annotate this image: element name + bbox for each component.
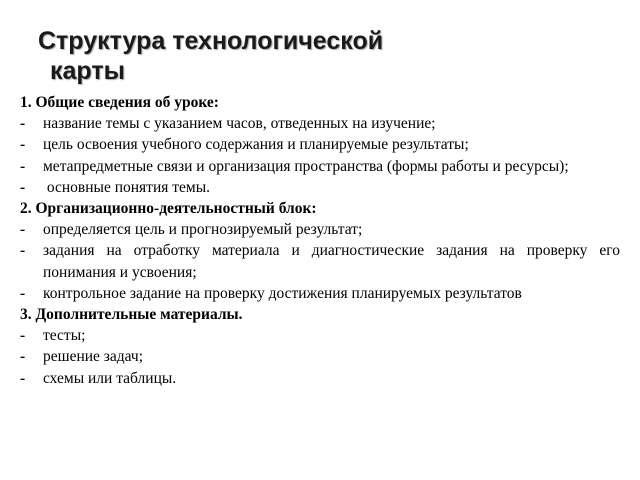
list-item-text: определяется цель и прогнозируемый результат;: [43, 221, 363, 239]
bullet-dash: -: [20, 221, 26, 239]
list-item-text: схемы или таблицы.: [43, 369, 177, 387]
bullet-dash: -: [20, 178, 26, 196]
bullet-dash: -: [20, 369, 26, 387]
list-item: [20, 240, 620, 282]
list-item: [20, 368, 620, 389]
list-item: [20, 346, 620, 367]
list-item: [20, 134, 620, 155]
list-item-text: название темы с указанием часов, отведенных на изучение;: [43, 115, 436, 133]
list-item-text: контрольное задание на проверку достижения планируемых результатов: [43, 284, 522, 302]
section-1-heading: 1. Общие сведения об уроке:: [20, 94, 219, 111]
bullet-dash: -: [20, 157, 26, 175]
list-item: [20, 219, 620, 240]
document-body: [20, 92, 620, 389]
list-item-text: основные понятия темы.: [43, 178, 211, 196]
bullet-dash: -: [20, 136, 26, 154]
section-3-heading: 3. Дополнительные материалы.: [20, 306, 243, 324]
list-item: [20, 177, 620, 198]
bullet-dash: -: [20, 348, 26, 366]
title-line-1: Структура технологической: [38, 27, 384, 55]
list-item-text: тесты;: [43, 327, 86, 345]
bullet-dash: -: [20, 242, 26, 260]
bullet-dash: -: [20, 115, 26, 133]
list-item-text: метапредметные связи и организация пространства (формы работы и ресурсы);: [43, 157, 569, 175]
section-2-heading: 2. Организационно-деятельностный блок:: [20, 200, 317, 218]
list-item: [20, 156, 620, 177]
list-item-text: задания на отработку материала и диагностические задания на проверку его понимания и усвоения;: [43, 242, 620, 281]
bullet-dash: -: [20, 284, 26, 302]
list-item-text: решение задач;: [43, 348, 144, 366]
title-line-2: карты: [50, 57, 125, 85]
page-title: [38, 26, 458, 86]
bullet-dash: -: [20, 327, 26, 345]
list-item: [20, 325, 620, 346]
list-item: [20, 113, 620, 134]
list-item: [20, 283, 620, 304]
list-item-text: цель освоения учебного содержания и планируемые результаты;: [43, 136, 469, 154]
